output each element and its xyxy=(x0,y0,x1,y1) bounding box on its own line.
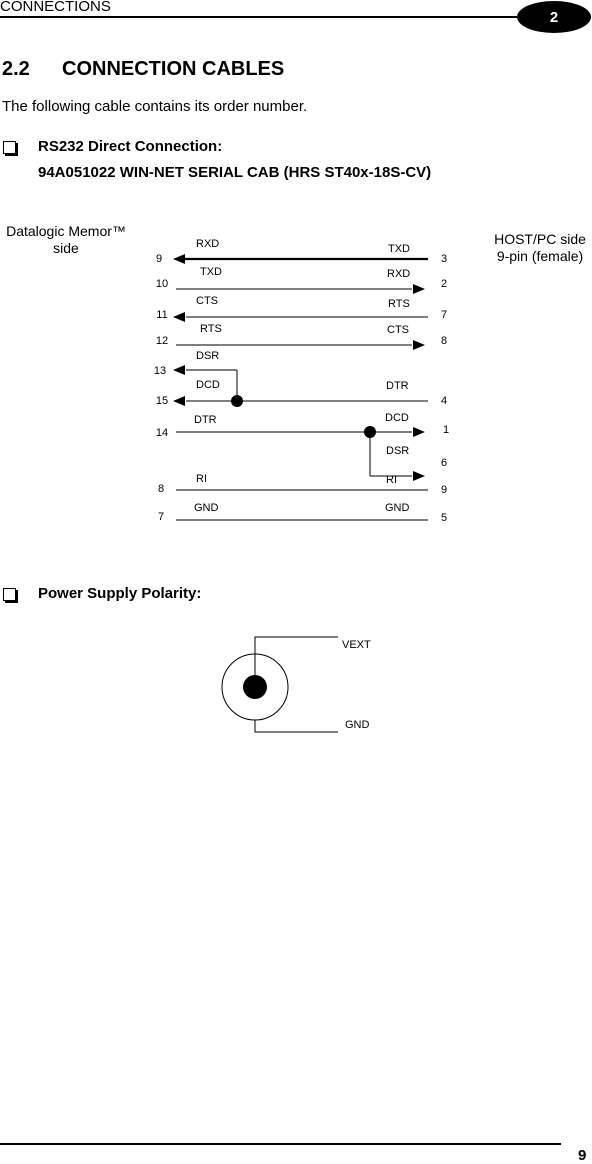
right-pin: 1 xyxy=(442,424,450,436)
junction-dot-icon xyxy=(231,395,243,407)
right-signal-label: DTR xyxy=(386,380,409,392)
left-pin: 8 xyxy=(157,483,165,495)
right-pin: 5 xyxy=(440,512,448,524)
rs232-heading: RS232 Direct Connection: xyxy=(38,138,223,155)
page-number: 9 xyxy=(578,1147,587,1164)
section-title: CONNECTION CABLES xyxy=(62,58,285,80)
header-title: CONNECTIONS xyxy=(0,0,111,15)
wiring-diagram xyxy=(0,0,592,560)
left-signal-label: DCD xyxy=(196,379,220,391)
arrow-left-icon xyxy=(173,312,185,322)
right-pin: 2 xyxy=(440,278,448,290)
gnd-label: GND xyxy=(345,719,370,731)
left-side-label-line: Datalogic Memor™ xyxy=(6,223,126,239)
cable-order-number: 94A051022 WIN-NET SERIAL CAB (HRS ST40x-18S-CV) xyxy=(38,164,432,181)
right-signal-label: RTS xyxy=(388,298,410,310)
right-signal-label: DCD xyxy=(385,412,409,424)
arrow-left-icon xyxy=(173,396,185,406)
arrow-left-icon xyxy=(173,365,185,375)
right-pin: 6 xyxy=(440,457,448,469)
left-pin: 15 xyxy=(155,395,169,407)
footer-rule xyxy=(0,1143,561,1145)
right-pin: 8 xyxy=(440,335,448,347)
left-signal-label: CTS xyxy=(196,295,218,307)
right-signal-label: CTS xyxy=(387,324,409,336)
section-number: 2.2 xyxy=(2,58,30,80)
left-pin: 12 xyxy=(155,335,169,347)
right-signal-label: RI xyxy=(386,474,397,486)
left-side-label-line: side xyxy=(53,240,79,256)
left-signal-label: RXD xyxy=(196,238,220,250)
gnd-lead xyxy=(255,720,338,732)
right-pin: 9 xyxy=(440,484,448,496)
vext-label: VEXT xyxy=(342,639,371,651)
right-signal-label: GND xyxy=(385,502,410,514)
left-pin: 7 xyxy=(157,511,165,523)
left-pin: 9 xyxy=(155,253,163,265)
left-signal-label: RI xyxy=(196,473,207,485)
intro-text: The following cable contains its order number. xyxy=(2,98,308,115)
arrow-right-icon xyxy=(413,427,425,437)
right-pin: 3 xyxy=(440,253,448,265)
left-pin: 10 xyxy=(155,278,169,290)
left-signal-label: TXD xyxy=(200,266,222,278)
right-signal-label: DSR xyxy=(386,445,410,457)
arrow-right-icon xyxy=(413,340,425,350)
power-heading: Power Supply Polarity: xyxy=(38,585,202,602)
power-connector-diagram xyxy=(200,620,400,750)
left-signal-label: DTR xyxy=(194,414,217,426)
left-pin: 11 xyxy=(156,309,168,321)
left-pin: 14 xyxy=(155,427,169,439)
right-signal-label: TXD xyxy=(388,243,410,255)
left-pin: 13 xyxy=(153,365,167,377)
left-signal-label: DSR xyxy=(196,350,220,362)
left-signal-label: GND xyxy=(194,502,219,514)
checkbox-bullet-icon xyxy=(3,588,16,601)
right-pin: 4 xyxy=(440,395,448,407)
left-signal-label: RTS xyxy=(200,323,222,335)
arrow-right-icon xyxy=(413,284,425,294)
right-signal-label: RXD xyxy=(387,268,411,280)
right-side-label-line: HOST/PC side xyxy=(494,231,586,247)
right-side-label-line: 9-pin (female) xyxy=(496,248,584,264)
arrow-left-icon xyxy=(173,254,185,264)
chapter-badge: 2 xyxy=(517,1,591,33)
vext-lead xyxy=(255,637,338,687)
right-pin: 7 xyxy=(440,309,448,321)
arrow-right-icon xyxy=(413,471,425,481)
